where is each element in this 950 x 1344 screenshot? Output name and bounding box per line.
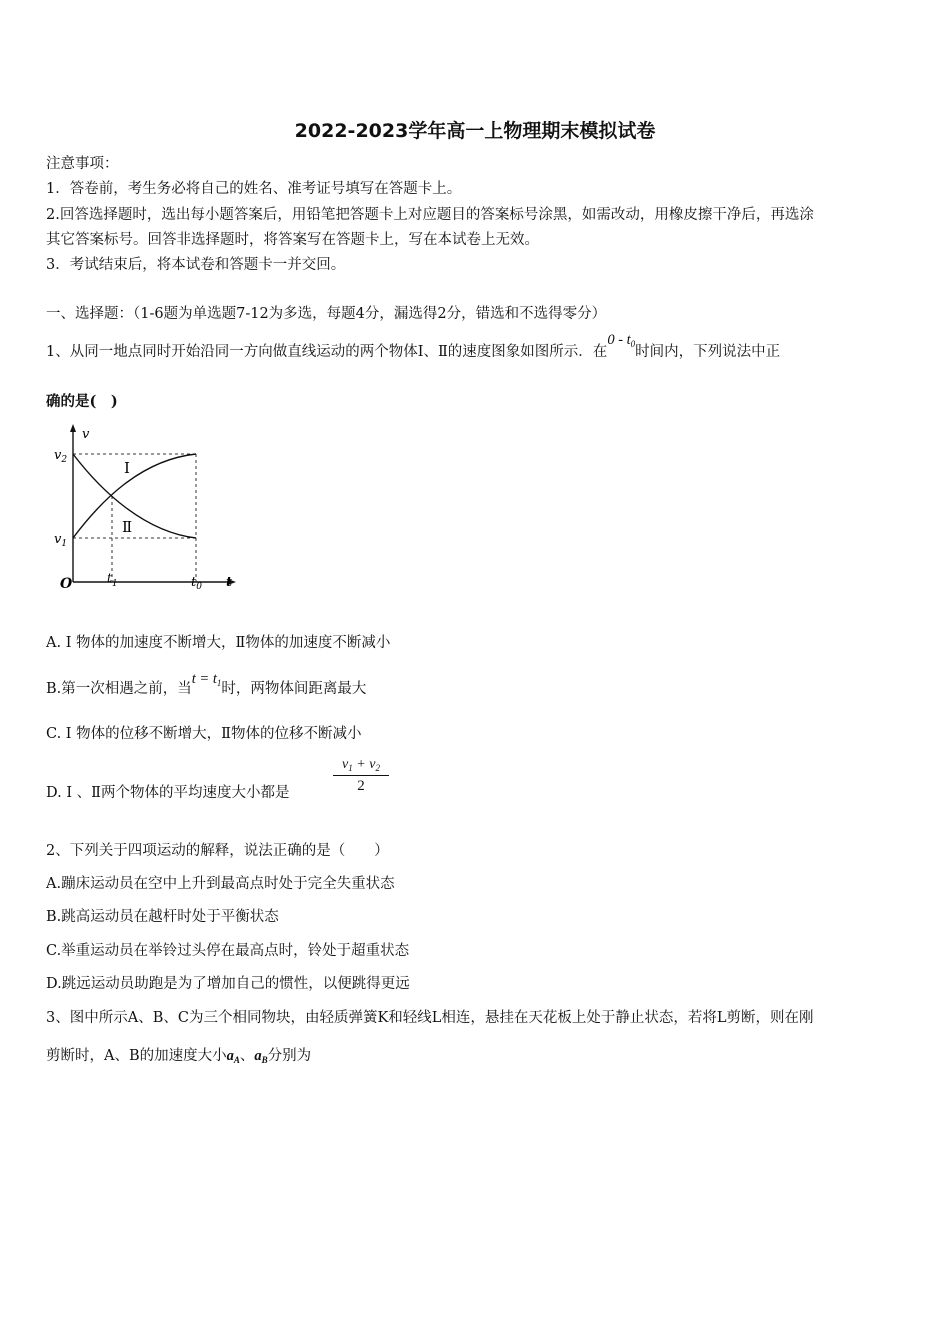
q2-option-b: B.跳高运动员在越杆时处于平衡状态 [46, 909, 279, 925]
notice-item-2-cont: 其它答案标号。回答非选择题时，将答案写在答题卡上，写在本试卷上无效。 [46, 232, 539, 248]
q3-stem-line1: 3、图中所示A、B、C为三个相同物块，由轻质弹簧K和轻线L相连，悬挂在天花板上处于静止状态，若将L剪断，则在刚 [46, 1010, 814, 1026]
curve-II [73, 454, 196, 538]
q1-option-b: B.第一次相遇之前，当$t = t_1$时，两物体间距离最大 [46, 671, 367, 697]
t-axis-label: t [226, 575, 233, 590]
average-velocity-fraction [333, 757, 389, 795]
q2-option-c: C.举重运动员在举铃过头停在最高点时，铃处于超重状态 [46, 943, 410, 959]
q1-option-b-math: $t = t_1$ [191, 671, 222, 688]
velocity-time-graph [50, 422, 245, 594]
t0-label: $t_0$ [191, 575, 202, 592]
q1-stem-line1 [46, 332, 781, 361]
notice-item-3: 3．考试结束后，将本试卷和答题卡一并交回。 [46, 257, 346, 273]
notice-item-1: 1．答卷前，考生务必将自己的姓名、准考证号填写在答题卡上。 [46, 181, 462, 197]
notice-item-2: 2.回答选择题时，选出每小题答案后，用铅笔把答题卡上对应题目的答案标号涂黑，如需改动，用橡皮擦干净后，再选涂 [46, 207, 814, 223]
q2-stem: 2、下列关于四项运动的解释，说法正确的是（ ） [46, 843, 389, 859]
fraction-numerator: $v_1 + v_2$ [333, 757, 389, 776]
notice-heading: 注意事项： [46, 156, 119, 172]
page-title: 2022-2023学年高一上物理期末模拟试卷 [294, 120, 656, 142]
q2-option-d: D.跳远运动员助跑是为了增加自己的惯性，以便跳得更远 [46, 976, 410, 992]
v-axis-label: v [82, 427, 90, 442]
v-axis-arrow [70, 424, 76, 432]
curve-I [73, 454, 196, 538]
q2-option-a: A.蹦床运动员在空中上升到最高点时处于完全失重状态 [46, 876, 395, 892]
curve-I-label: Ⅰ [124, 459, 130, 477]
q1-stem-line2: 确的是( ) [46, 393, 118, 410]
origin-label: O [60, 576, 73, 592]
q1-stem-a: 1、从同一地点同时开始沿同一方向做直线运动的两个物体Ⅰ、Ⅱ的速度图象如图所示．在 [46, 344, 608, 360]
q1-interval: $0 - t_0$ [607, 332, 636, 349]
q3-stem-line2: 剪断时，A、B的加速度大小$a_A$、$a_B$分别为 [46, 1048, 312, 1065]
t1-label: $t_1$ [107, 571, 118, 589]
fraction-denominator: 2 [357, 778, 365, 794]
v1-label: $v_1$ [54, 532, 68, 549]
q1-option-c: C. Ⅰ 物体的位移不断增大，Ⅱ物体的位移不断减小 [46, 726, 362, 742]
q1-option-a: A. Ⅰ 物体的加速度不断增大，Ⅱ物体的加速度不断减小 [46, 635, 391, 651]
v2-label: $v_2$ [54, 448, 68, 465]
section-heading: 一、选择题：（1-6题为单选题7-12为多选，每题4分，漏选得2分，错选和不选得零分） [46, 306, 607, 322]
q1-stem-b: 时间内，下列说法中正 [635, 344, 781, 360]
curve-II-label: Ⅱ [122, 518, 133, 536]
q1-option-d: D. Ⅰ 、Ⅱ两个物体的平均速度大小都是 [46, 785, 290, 801]
